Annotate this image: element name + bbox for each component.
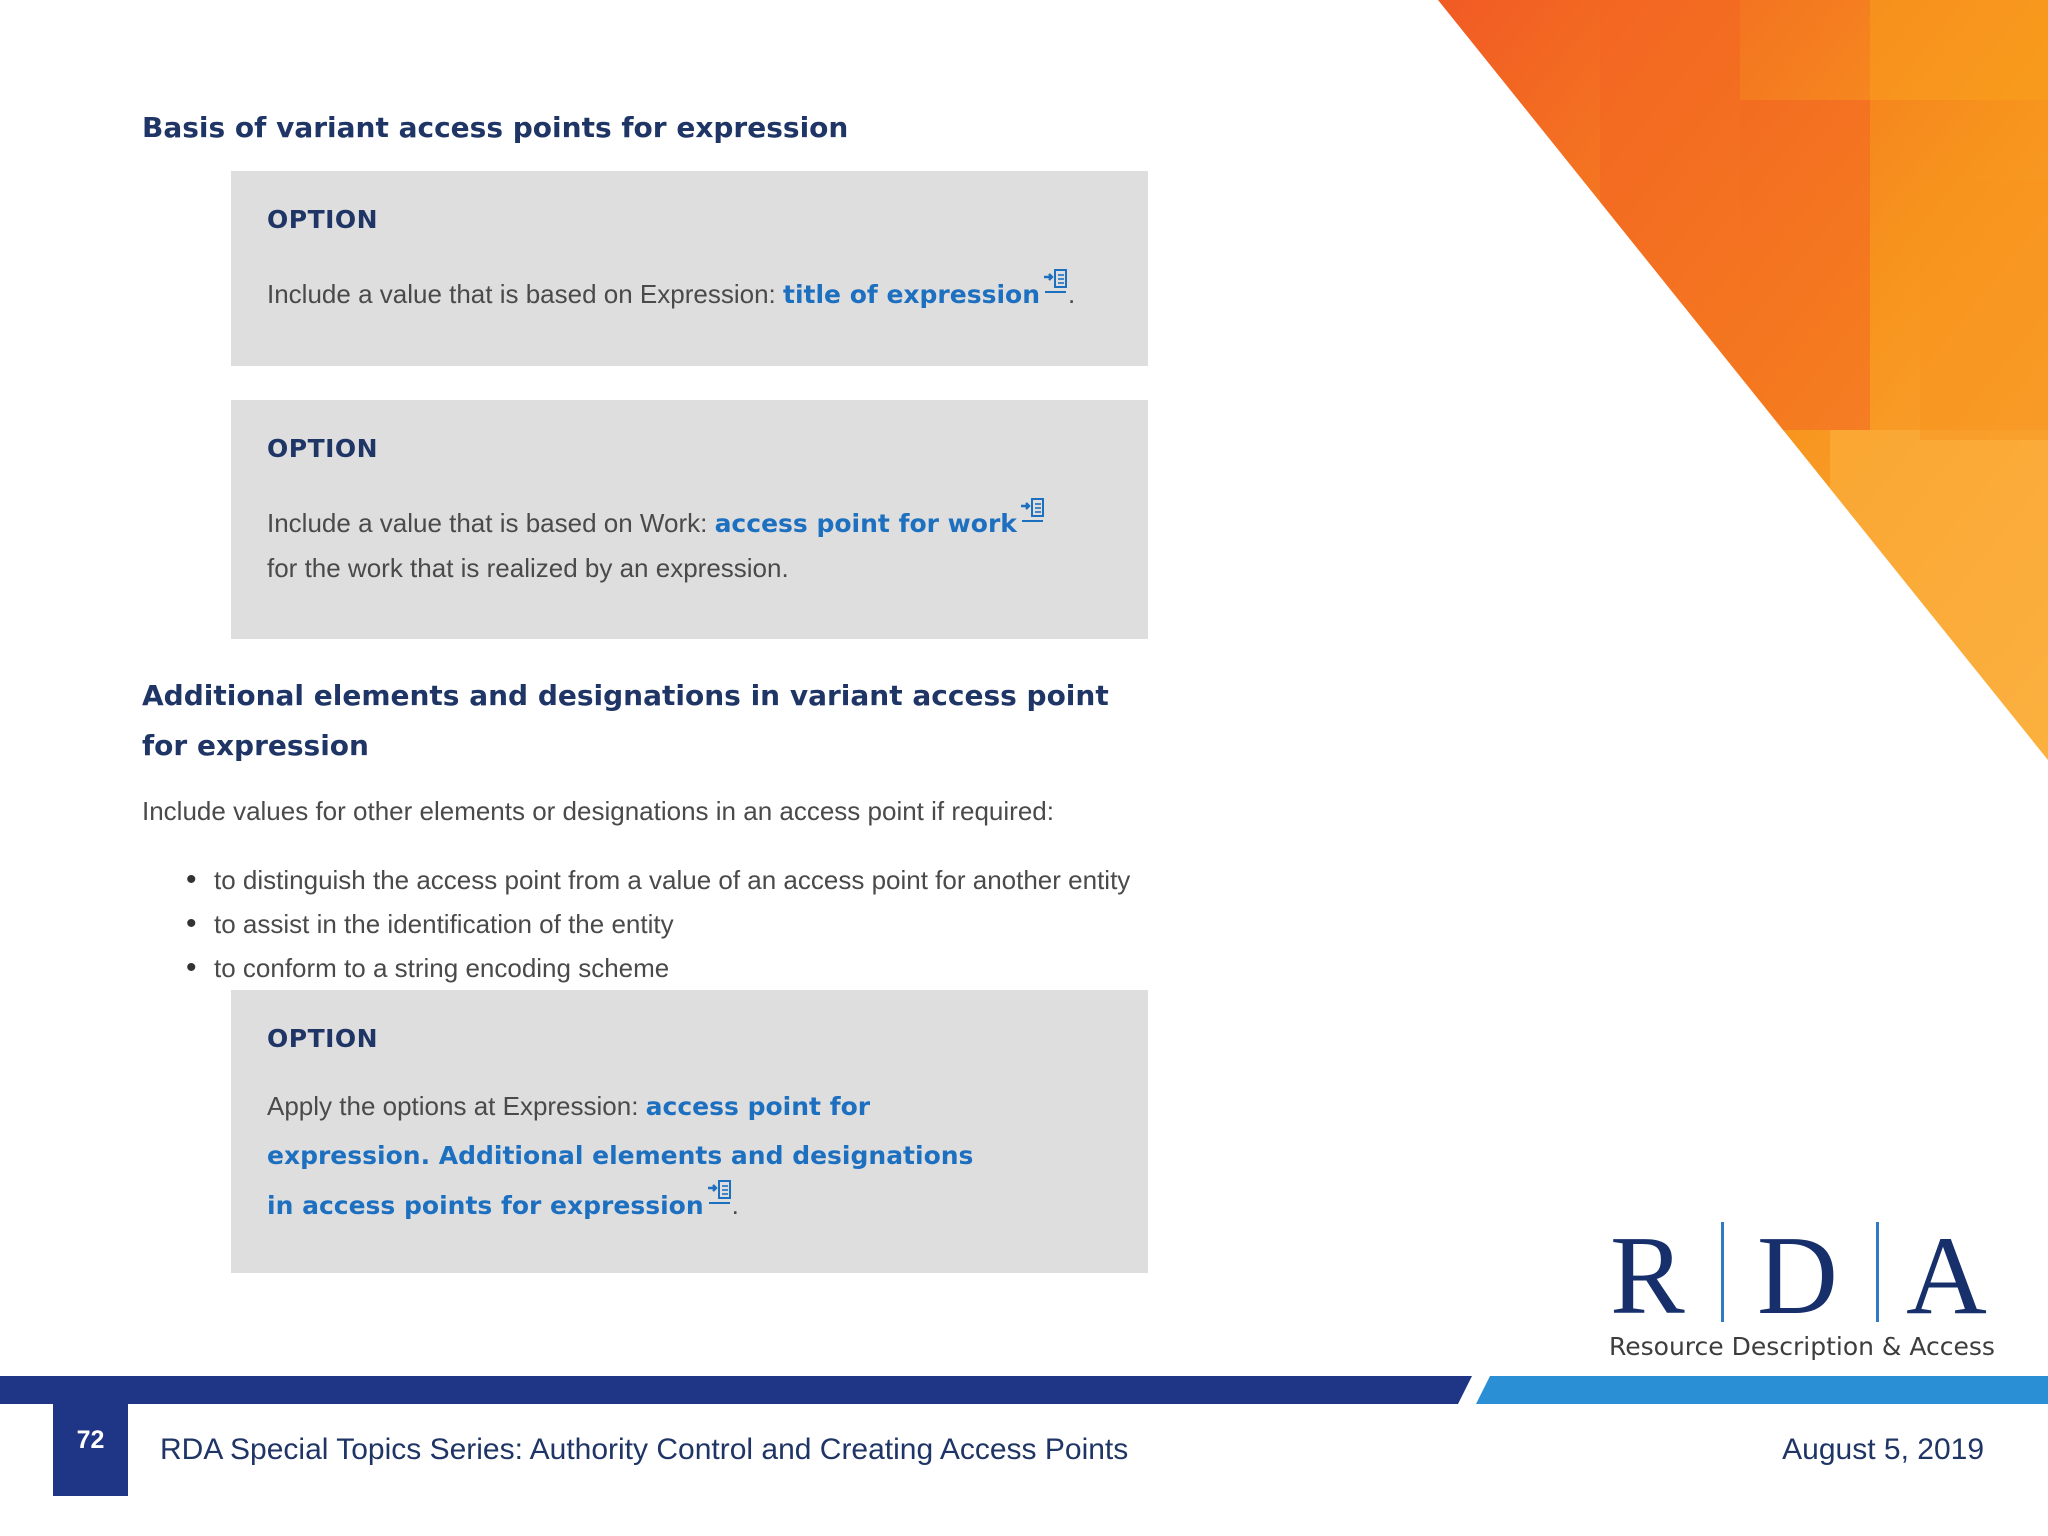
option-text	[267, 498, 1047, 590]
logo-letter-a: A	[1906, 1214, 1987, 1338]
external-link-icon[interactable]	[706, 1180, 732, 1206]
list-item: • to distinguish the access point from a value of an access point for another entity	[186, 858, 1130, 902]
section-heading-basis: Basis of variant access points for expression	[142, 111, 849, 144]
option-box-2	[231, 400, 1148, 639]
logo-letter-d: D	[1757, 1214, 1838, 1338]
option-label: OPTION	[267, 205, 379, 234]
page-number-badge	[53, 1404, 128, 1496]
section-heading-additional-elements: Additional elements and designations in variant access point for expression	[142, 679, 1109, 762]
orange-corner-triangle	[1438, 0, 2048, 760]
option-text-after: .	[731, 1190, 739, 1220]
option-text-after: for the work that is realized by an expression.	[267, 553, 789, 583]
option-text-after: .	[1068, 279, 1076, 309]
external-link-icon[interactable]	[1019, 498, 1045, 524]
logo-letter-r: R	[1610, 1214, 1685, 1338]
option-text-before: Include a value that is based on Expression:	[267, 279, 783, 309]
link-title-of-expression[interactable]: title of expression	[783, 280, 1041, 309]
page-number: 72	[76, 1426, 105, 1454]
link-access-point-for-expression[interactable]: access point for expression. Additional elements and designations in access points for expression	[267, 1092, 974, 1220]
option-box-3	[231, 990, 1148, 1273]
option-text	[267, 269, 1087, 317]
logo-separator	[1876, 1222, 1879, 1322]
intro-text: Include values for other elements or designations in an access point if required:	[142, 796, 1054, 826]
list-item: • to assist in the identification of the entity	[186, 902, 1130, 946]
option-label: OPTION	[267, 1024, 379, 1053]
rda-logo-letters	[1600, 1214, 2000, 1338]
list-item: • to conform to a string encoding scheme	[186, 946, 1130, 990]
footer-title: RDA Special Topics Series: Authority Control and Creating Access Points	[160, 1433, 1129, 1466]
logo-separator	[1721, 1222, 1724, 1322]
option-text-before: Apply the options at Expression:	[267, 1091, 646, 1121]
option-text-before: Include a value that is based on Work:	[267, 508, 715, 538]
footer-date: August 5, 2019	[1782, 1433, 1984, 1466]
footer-light-band	[1476, 1376, 2048, 1404]
logo-tagline: Resource Description & Access	[1609, 1332, 1995, 1361]
footer-dark-band	[0, 1376, 1472, 1404]
rda-logo	[1600, 1214, 2000, 1370]
option-label: OPTION	[267, 434, 379, 463]
bullet-list	[186, 858, 1130, 990]
link-access-point-for-work[interactable]: access point for work	[714, 509, 1017, 538]
external-link-icon[interactable]	[1042, 269, 1068, 295]
option-text	[267, 1082, 1007, 1230]
option-box-1	[231, 171, 1148, 366]
